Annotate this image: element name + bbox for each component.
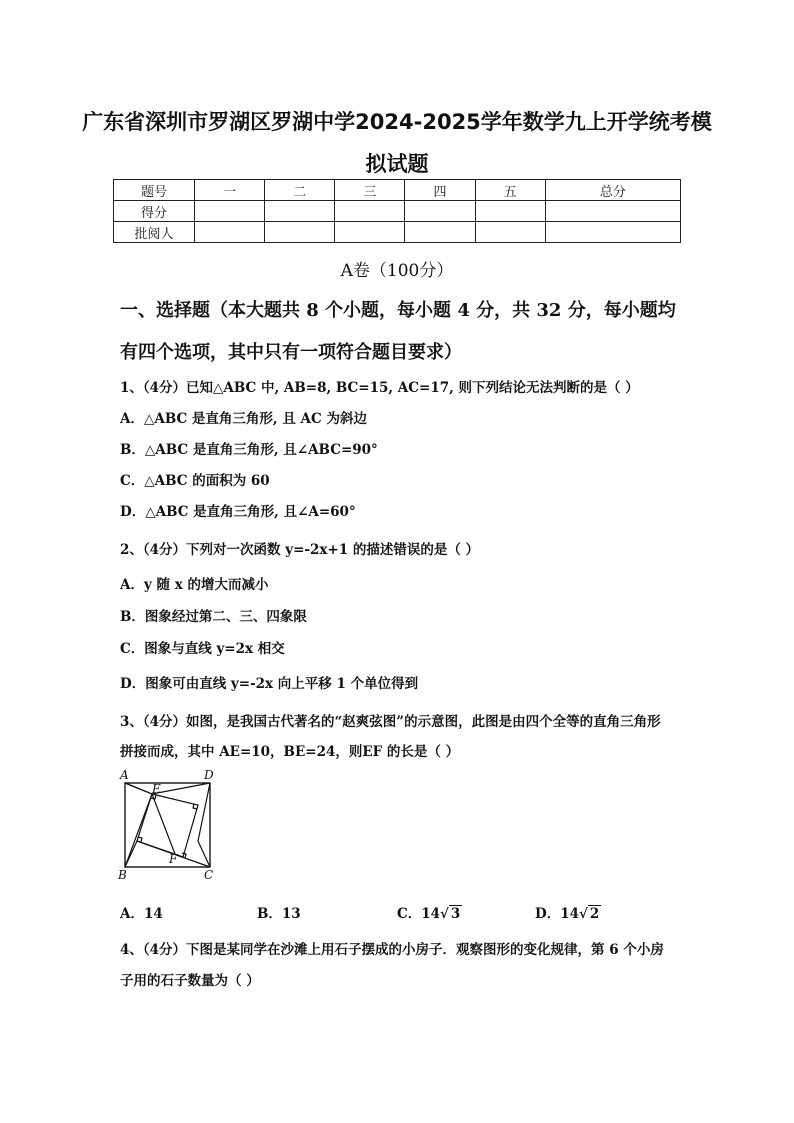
- question-1-option-d: D．△ABC 是直角三角形, 且∠A=60°: [120, 504, 356, 520]
- question-2-stem: 2、（4分）下列对一次函数 y=-2x+1 的描述错误的是（ ）: [120, 542, 480, 558]
- question-3-option-c-prefix: C．14: [397, 906, 441, 922]
- question-3-option-d: [535, 902, 601, 922]
- section-heading-line1: 一、选择题（本大题共 8 个小题，每小题 4 分，共 32 分，每小题均: [120, 300, 676, 321]
- question-4-stem-line1: 4、（4分）下图是某同学在沙滩上用石子摆成的小房子．观察图形的变化规律，第 6 个小房: [120, 942, 664, 958]
- triangle-dcf: [198, 783, 210, 867]
- zhao-shuang-figure: [112, 765, 220, 883]
- inner-square: [137, 794, 198, 857]
- score-header-cell: 五: [475, 180, 545, 201]
- question-3-option-c: [397, 902, 462, 922]
- question-1-stem: 1、（4分）已知△ABC 中, AB=8, BC=15, AC=17, 则下列结论无法判断的是（ ）: [120, 380, 639, 396]
- triangle-cbf: [125, 841, 210, 867]
- score-cell: [265, 201, 335, 222]
- score-cell: [195, 222, 265, 243]
- question-3-option-c-radicand: 3: [450, 906, 461, 922]
- score-header-cell: 一: [195, 180, 265, 201]
- question-3-stem-line2: 拼接而成，其中 AE=10，BE=24，则EF 的长是（ ）: [120, 744, 460, 760]
- exam-title-line2: 拟试题: [365, 152, 429, 176]
- exam-title-line1: 广东省深圳市罗湖区罗湖中学2024-2025学年数学九上开学统考模: [82, 110, 712, 134]
- score-cell: [475, 222, 545, 243]
- figure-label-c: C: [204, 868, 214, 882]
- score-header-cell: 四: [405, 180, 475, 201]
- score-table-row: [114, 222, 681, 243]
- question-3-stem-line1: 3、（4分）如图，是我国古代著名的“赵爽弦图”的示意图，此图是由四个全等的直角三角形: [120, 714, 661, 730]
- score-cell: [335, 222, 405, 243]
- question-1-option-c: C．△ABC 的面积为 60: [120, 473, 270, 489]
- score-cell: [475, 201, 545, 222]
- sqrt-sign: √: [579, 906, 588, 922]
- score-table-row: [114, 201, 681, 222]
- score-table-header-row: [114, 180, 681, 201]
- score-row-label: 得分: [114, 201, 195, 222]
- sqrt-sign: √: [440, 906, 449, 922]
- score-cell: [265, 222, 335, 243]
- question-1-option-a: A．△ABC 是直角三角形, 且 AC 为斜边: [120, 411, 367, 427]
- question-2-option-a: A．y 随 x 的增大而减小: [120, 577, 269, 593]
- score-row-label: 批阅人: [114, 222, 195, 243]
- question-3-option-d-prefix: D．14: [535, 906, 579, 922]
- figure-label-f: F: [169, 852, 178, 866]
- score-header-cell: 题号: [114, 180, 195, 201]
- figure-label-e: E: [152, 782, 161, 796]
- score-cell: [195, 201, 265, 222]
- outer-square: [125, 783, 210, 867]
- question-2-option-b: B．图象经过第二、三、四象限: [120, 609, 307, 625]
- score-table: [113, 179, 681, 243]
- volume-heading: A卷（100分）: [340, 261, 454, 281]
- figure-label-a: A: [120, 768, 129, 782]
- figure-label-d: D: [204, 768, 214, 782]
- question-2-option-d: D．图象可由直线 y=-2x 向上平移 1 个单位得到: [120, 676, 419, 692]
- question-3-option-b: B．13: [257, 906, 301, 922]
- question-4-stem-line2: 子用的石子数量为（ ）: [120, 973, 260, 989]
- question-3-option-a: A．14: [120, 906, 163, 922]
- score-cell: [405, 201, 475, 222]
- score-cell: [405, 222, 475, 243]
- section-heading-line2: 有四个选项，其中只有一项符合题目要求）: [120, 342, 462, 363]
- score-header-cell: 二: [265, 180, 335, 201]
- triangle-bae: [125, 783, 152, 867]
- figure-label-b: B: [118, 868, 127, 882]
- question-1-option-b: B．△ABC 是直角三角形, 且∠ABC=90°: [120, 442, 378, 458]
- segment-ef: [152, 794, 175, 854]
- score-cell: [545, 222, 680, 243]
- score-header-cell: 三: [335, 180, 405, 201]
- score-cell: [335, 201, 405, 222]
- score-cell: [545, 201, 680, 222]
- score-header-cell: 总分: [545, 180, 680, 201]
- question-3-option-d-radicand: 2: [589, 906, 600, 922]
- question-2-option-c: C．图象与直线 y=2x 相交: [120, 641, 285, 657]
